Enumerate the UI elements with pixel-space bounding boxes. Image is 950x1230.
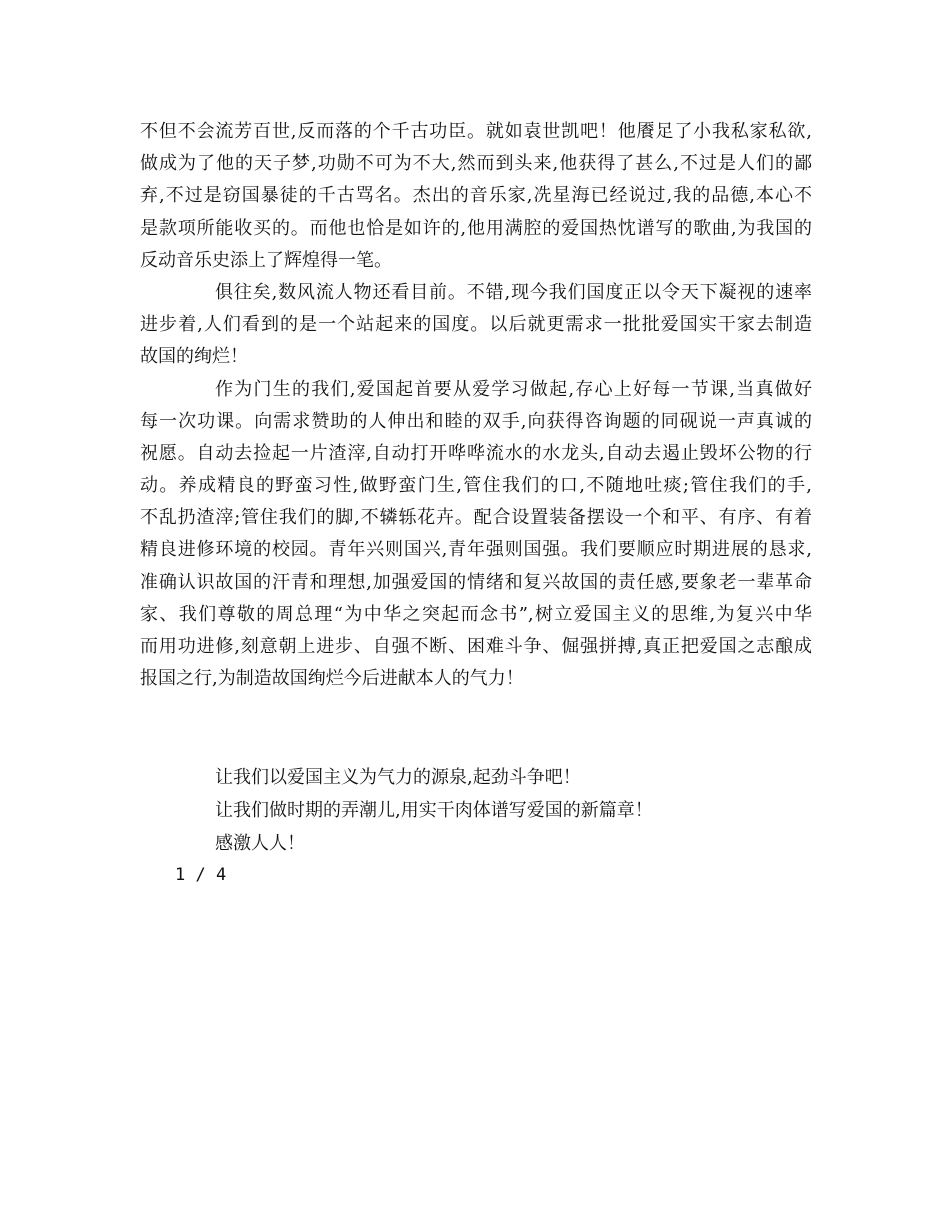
closing-line: 让我们做时期的弄潮儿,用实干肉体谱写爱国的新篇章！ <box>215 800 653 821</box>
paragraph-line: 祝愿。自动去捡起一片渣滓,自动打开哗哗流水的水龙头,自动去遏止毁坏公物的行 <box>140 442 812 464</box>
paragraph-line: 不乱扔渣滓;管住我们的脚,不辚轹花卉。配合设置装备摆设一个和平、有序、有着 <box>140 507 812 529</box>
paragraph-line: 不但不会流芳百世,反而落的个千古功臣。就如袁世凯吧！他餍足了小我私家私欲, <box>140 121 812 142</box>
paragraph-line: 反动音乐史添上了辉煌得一笔。 <box>140 249 392 271</box>
paragraph-line: 做成为了他的天子梦,功勋不可为不大,然而到头来,他获得了甚么,不过是人们的鄙 <box>140 153 812 175</box>
paragraph-line: 作为门生的我们,爱国起首要从爱学习做起,存心上好每一节课,当真做好 <box>215 378 812 400</box>
paragraph-line: 精良进修环境的校园。青年兴则国兴,青年强则国强。我们要顺应时期进展的恳求, <box>140 539 812 561</box>
paragraph-line: 而用功进修,刻意朝上进步、自强不断、困难斗争、倔强拼搏,真正把爱国之志酿成 <box>140 636 812 657</box>
paragraph-line: 准确认识故国的汗青和理想,加强爱国的情绪和复兴故国的责任感,要象老一辈革命 <box>140 571 812 593</box>
page-number: 1 / 4 <box>175 865 227 885</box>
paragraph-line: 俱往矣,数风流人物还看目前。不错,现今我们国度正以令天下凝视的速率 <box>215 281 812 303</box>
body-text <box>140 116 812 695</box>
paragraph-line: 动。养成精良的野蛮习性,做野蛮门生,管住我们的口,不随地吐痰;管住我们的手, <box>140 475 812 497</box>
paragraph-line: 故国的绚烂！ <box>140 346 248 368</box>
paragraph-line: 报国之行,为制造故国绚烂今后进献本人的气力！ <box>140 668 524 690</box>
paragraph-line: 弃,不过是窃国暴徒的千古骂名。杰出的音乐家,冼星海已经说过,我的品德,本心不 <box>140 185 812 207</box>
paragraph-line: 是款项所能收买的。而他也恰是如许的,他用满腔的爱国热忱谱写的歌曲,为我国的 <box>140 217 812 239</box>
closing-line: 感激人人！ <box>215 833 305 854</box>
paragraph-line: 每一次功课。向需求赞助的人伸出和睦的双手,向获得咨询题的同砚说一声真诚的 <box>140 410 812 432</box>
paragraph-line: 家、我们尊敬的周总理“为中华之突起而念书”,树立爱国主义的思维,为复兴中华 <box>140 603 812 625</box>
closing-line: 让我们以爱国主义为气力的源泉,起劲斗争吧！ <box>215 767 581 788</box>
paragraph-line: 进步着,人们看到的是一个站起来的国度。以后就更需求一批批爱国实干家去制造 <box>140 314 812 336</box>
